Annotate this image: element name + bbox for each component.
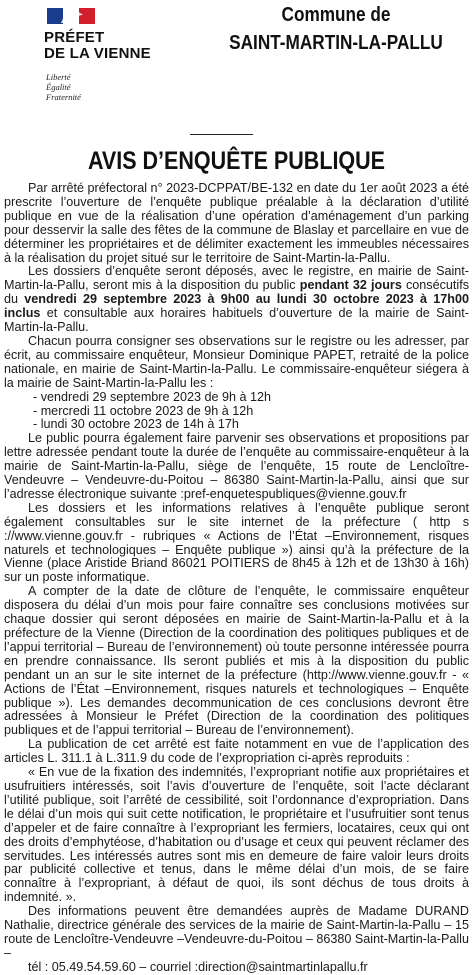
republic-motto	[46, 72, 81, 102]
p2-period: vendredi 29 septembre 2023 à 9h00 au lundi 30 octobre 2023 à 17h00 inclus	[4, 292, 469, 321]
p2-duration: pendant 32 jours	[299, 278, 402, 293]
paragraph-observations: Chacun pourra consigner ses observations sur le registre ou les adresser, par écrit, au commissaire enquêteur, Monsieur Dominique PAPET, retraité de la police nationale, en mairie de Saint-Martin-la-Pallu. Le commissaire-enquêteur siégera à la mairie de Saint-Martin-la-Pallu les :	[4, 333, 469, 390]
motto-fraternite: Fraternité	[46, 92, 81, 102]
page-title: AVIS D’ENQUÊTE PUBLIQUE	[87, 147, 386, 175]
paragraph-consultation: Les dossiers et les informations relatives à l’enquête publique seront également consultables sur le site internet de la préfecture ( http s ://www.vienne.gouv.fr - rubriques « Actions de l’État –Environnement, risques naturels et technologiques – Enquête publique ») ainsi qu’à la préfecture de la Vienne (place Aristide Briand 86021 POITIERS de 8h45 à 12h et de 13h30 à 16h) sur un poste informatique.	[4, 500, 469, 585]
tricolor-flag-icon	[47, 8, 95, 24]
motto-liberte: Liberté	[46, 72, 71, 82]
contact-line: tél : 05.49.54.59.60 – courriel :direction@saintmartinlapallu.fr	[28, 959, 368, 974]
paragraph-code-quote: « En vue de la fixation des indemnités, l’expropriant notifie aux propriétaires et usufruitiers intéressés, soit l’avis d’ouverture de l’enquête, soit l’acte déclarant l’utilité publique, soit l’arrêté de cessibilité, soit l’ordonnance d’expropriation. Dans le délai d’un mois qui suit cette notification, le propriétaire et l’usufruitier sont tenus d’appeler et de faire connaître à l’expropriant les fermiers, locataires, ceux qui ont des droits d’emphytéose, d’habitation ou d’usage et ceux qui peuvent réclamer des servitudes. Les intéressés autres sont mis en demeure de faire valoir leurs droits par publicité collective et tenus, dans le même délai d’un mois, de se faire connaître à l’expropriant, à défaut de quoi, ils sont déchus de tous droits à indemnité. ».	[4, 765, 469, 905]
logo-title-line1: PRÉFET	[44, 29, 105, 46]
notice-body	[4, 182, 469, 975]
logo-title-line2: DE LA VIENNE	[44, 45, 151, 62]
p2-text-d: et consultable aux horaires habituels d’ouverture de la mairie de Saint-Martin-la-Pallu.	[4, 306, 469, 335]
paragraph-arrete: Par arrêté préfectoral n° 2023-DCPPAT/BE-132 en date du 1er août 2023 a été prescrite l’ouverture de l’enquête publique préalable à la déclaration d’utilité publique en vue de la réalisation d’une opération d’aménagement d’un parking pour desservir la salle des fêtes de la commune de Blaslay et parcellaire en vue de déterminer les propriétaires et de délimiter exactement les immeubles nécessaires à la réalisation du projet situé sur le territoire de Saint-Martin-la-Pallu.	[4, 181, 469, 265]
commune-name: SAINT-MARTIN-LA-PALLU	[229, 32, 443, 54]
prefet-logo	[44, 8, 154, 108]
title-divider	[190, 134, 253, 135]
date-item-1: - vendredi 29 septembre 2023 de 9h à 12h	[33, 389, 272, 404]
motto-egalite: Égalité	[46, 82, 71, 92]
paragraph-dossiers	[4, 265, 469, 335]
paragraph-conclusions: A compter de la date de clôture de l’enquête, le commissaire enquêteur disposera du délai d’un mois pour faire connaître ses conclusions motivées sur chaque dossier qui seront déposées en mairie de Saint-Martin-la-Pallu et à la préfecture de la Vienne (Direction de la coordination des politiques publiques et de l’appui territorial – Bureau de l’environnement) où toute personne intéressée pourra en prendre connaissance. Ils seront publiés et mis à la disposition du public pendant un an sur le site internet de la préfecture (http://www.vienne.gouv.fr - « Actions de l’État –Environnement, risques naturels et technologiques – Enquête publique »). Les demandes decommunication de ces conclusions devront être adressées à Monsieur le Préfet (Direction de la coordination des politiques publiques et de l’appui territorial – Bureau de l’environnement).	[4, 584, 469, 738]
date-item-3: - lundi 30 octobre 2023 de 14h à 17h	[33, 417, 239, 432]
p2-text-c: consécutifs du	[4, 278, 469, 307]
commune-label: Commune de	[281, 4, 391, 26]
paragraph-publication: La publication de cet arrêté est faite notamment en vue de l’application des articles L. 311.1 à L.311.9 du code de l’expropriation ci-après reproduits :	[4, 737, 469, 766]
commune-heading	[223, 4, 448, 55]
logo-title	[44, 30, 151, 62]
p2-text-a: Les dossiers d’enquête seront déposés, avec le registre, en mairie de Saint-Martin-la-Pallu, seront mis à la disposition du public	[4, 264, 469, 293]
paragraph-informations: Des informations peuvent être demandées auprès de Madame DURAND Nathalie, directrice générale des services de la mairie de Saint-Martin-la-Pallu – 15 route de Lencloître-Vendeuvre –Vendeuvre-du-Poitou – 86380 Saint-Martin-la-Pallu –	[4, 904, 469, 960]
paragraph-courrier: Le public pourra également faire parvenir ses observations et propositions par lettre adressée pendant toute la durée de l’enquête au commissaire-enquêteur à la mairie de Saint-Martin-la-Pallu, siège de l’enquête, 15 route de Lencloître-Vendeuvre – Vendeuvre-du-Poitou – 86380 Saint-Martin-la-Pallu, ainsi que sur l’adresse électronique suivante :pref-enquetespubliques@vienne.gouv.fr	[4, 431, 469, 501]
date-item-2: - mercredi 11 octobre 2023 de 9h à 12h	[33, 403, 254, 418]
marianne-profile-icon	[57, 9, 87, 24]
